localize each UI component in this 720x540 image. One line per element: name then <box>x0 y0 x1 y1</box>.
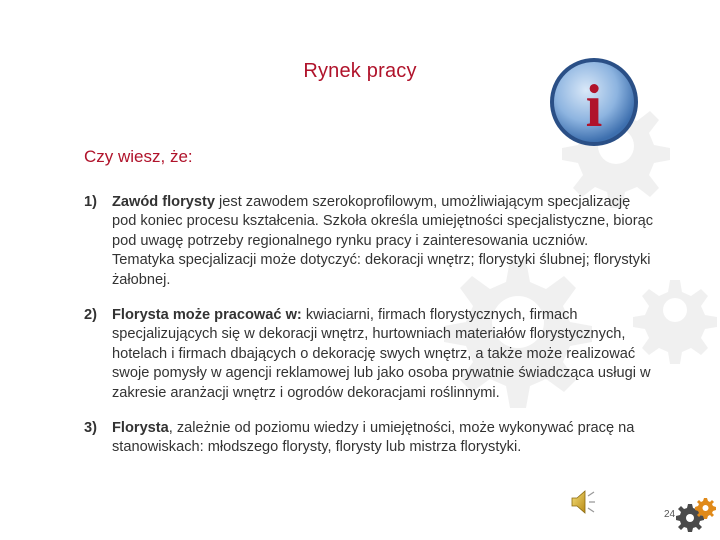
list-item <box>84 306 654 403</box>
list-item-text: jest zawodem szerokoprofilowym, umożliwiającym specjalizację pod koniec procesu kształcenia. Szkoła określa umiejętności specjalistyczne, biorąc pod uwagę potrzeby regionalnego rynku pracy i zainteresowania uczniów. Tematyka specjalizacji może dotyczyć: dekoracji wnętrz; florystyki ślubnej; florystyki żałobnej. <box>112 194 654 288</box>
slide-title: Rynek pracy <box>303 60 417 82</box>
gears-settings-icon[interactable] <box>674 496 716 536</box>
list-item-number: 1) <box>84 194 97 210</box>
info-icon-letter: i <box>585 73 603 139</box>
list-item <box>84 419 654 458</box>
list-item-lead: Zawód florysty <box>112 194 215 210</box>
info-icon <box>548 56 640 148</box>
speaker-icon[interactable] <box>570 488 596 516</box>
page-number: 24 <box>664 509 676 520</box>
slide-subtitle: Czy wiesz, że: <box>84 147 193 166</box>
list-item-lead: Florysta może pracować w: <box>112 307 302 324</box>
list-item-text: , zależnie od poziomu wiedzy i umiejętności, może wykonywać pracę na stanowiskach: młodszego florysty, florysty lub mistrza florystyki. <box>112 420 635 456</box>
fact-list <box>84 193 654 474</box>
list-item-number: 2) <box>84 307 97 324</box>
list-item-text: kwiaciarni, firmach florystycznych, firmach specjalizujących się w dekoracji wnętrz, hurtowniach materiałów florystycznych, hotelach i firmach dbających o dekorację swych wnętrz, a także może realizować swoje pomysły w agencji reklamowej lub jako osoba prywatnie świadcząca usługi w zakresie aranżacji wnętrz i ogrodów dekoracjami roślinnymi. <box>112 307 651 401</box>
list-item <box>84 193 654 290</box>
list-item-number: 3) <box>84 420 97 437</box>
list-item-lead: Florysta <box>112 420 169 437</box>
